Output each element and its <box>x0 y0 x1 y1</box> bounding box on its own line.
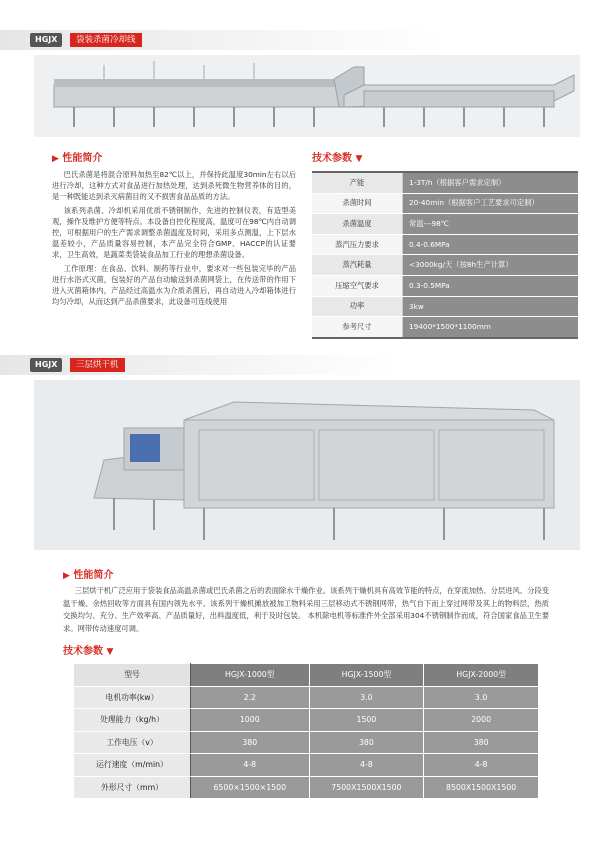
section2-header-bar <box>0 355 500 375</box>
section1-description <box>52 169 296 307</box>
spec-value: 0.4-0.6MPa <box>403 234 579 255</box>
table-row <box>312 317 578 338</box>
section1-header-bar <box>0 30 560 50</box>
header-cell: 型号 <box>74 664 191 687</box>
section2-features-heading <box>63 566 113 581</box>
section2-spec-table <box>73 663 539 799</box>
table-cell: 380 <box>191 731 310 754</box>
spec-value: 3kw <box>403 296 579 317</box>
spec-key: 蒸汽耗量 <box>312 255 403 276</box>
table-row <box>312 234 578 255</box>
table-row <box>312 275 578 296</box>
spec-value: 19400*1500*1100mm <box>403 317 579 338</box>
table-header-row <box>74 664 539 687</box>
table-cell: 2.2 <box>191 686 310 709</box>
section2-tag: HGJX <box>30 358 62 372</box>
section1-spec-heading <box>312 149 362 164</box>
row-label: 运行速度（m/min） <box>74 754 191 777</box>
table-cell: 7500X1500X1500 <box>309 776 424 799</box>
table-cell: 2000 <box>424 709 539 732</box>
triangle-down-icon: ▼ <box>106 647 114 657</box>
row-label: 处理能力（kg/h） <box>74 709 191 732</box>
table-cell: 380 <box>424 731 539 754</box>
section2-spec-title: 技术参数 <box>63 646 103 657</box>
section2-title: 三层烘干机 <box>70 358 125 372</box>
table-cell: 4-8 <box>424 754 539 777</box>
spec-value: <3000kg/天（按8h生产计算） <box>403 255 579 276</box>
spec-key: 产能 <box>312 172 403 193</box>
spec-key: 杀菌温度 <box>312 214 403 235</box>
triangle-down-icon: ▼ <box>355 154 363 164</box>
table-row <box>74 776 539 799</box>
table-cell: 4-8 <box>191 754 310 777</box>
section2-spec-heading-visible <box>63 642 113 657</box>
header-cell: HGJX-2000型 <box>424 664 539 687</box>
row-label: 工作电压（v） <box>74 731 191 754</box>
spec-key: 参考尺寸 <box>312 317 403 338</box>
header-cell: HGJX-1000型 <box>191 664 310 687</box>
table-cell: 1500 <box>309 709 424 732</box>
table-row <box>312 296 578 317</box>
section2-features-title: 性能简介 <box>73 570 114 581</box>
table-cell: 4-8 <box>309 754 424 777</box>
cooling-line-illustration <box>34 55 580 137</box>
table-cell: 3.0 <box>424 686 539 709</box>
spec-key: 杀菌时间 <box>312 193 403 214</box>
table-cell: 3.0 <box>309 686 424 709</box>
section2-description <box>63 585 549 635</box>
table-cell: 8500X1500X1500 <box>424 776 539 799</box>
row-label: 电机功率(kw） <box>74 686 191 709</box>
triangle-right-icon: ▶ <box>63 571 70 581</box>
section2-paragraph: 三层烘干机广泛应用于袋装食品高温杀菌或巴氏杀菌之后的表面除水干燥作业。该系列干燥机具有高效节能的特点，在穿流加热、分层进风、分段变温干燥、余热回收等方面具有国内领先水平。该系列干燥机摊放被加工物料采用三层移动式不锈钢网带，热气自下而上穿过网带及其上的物料层，热质交换均匀、充分、生产效率高、产品质量好，出料温度低，利于及时包装。 本机除电机等标准件外全部采用304不锈钢制作而成，符合国家食品卫生要求。网带传动速度可调。 <box>63 586 549 633</box>
section1-tag: HGJX <box>30 33 62 47</box>
table-row <box>74 754 539 777</box>
spec-value: 常温---98℃ <box>403 214 579 235</box>
section1-features-title: 性能简介 <box>62 153 103 164</box>
spec-value: 0.3-0.5MPa <box>403 275 579 296</box>
table-row <box>312 193 578 214</box>
section1-features-heading <box>52 149 102 164</box>
section2-machine-photo <box>34 380 580 550</box>
table-cell: 380 <box>309 731 424 754</box>
table-row <box>312 214 578 235</box>
header-cell: HGJX-1500型 <box>309 664 424 687</box>
spec-key: 功率 <box>312 296 403 317</box>
section1-spec-title: 技术参数 <box>312 153 352 164</box>
section1-title: 袋装杀菌冷却线 <box>70 33 142 47</box>
section1-machine-photo <box>34 55 580 137</box>
spec-value: 1-3T/h（根据客户需求定制） <box>403 172 579 193</box>
row-label: 外形尺寸（mm） <box>74 776 191 799</box>
table-row <box>74 709 539 732</box>
table-row <box>74 731 539 754</box>
spec-value: 20-40min（根据客户工艺要求可定制） <box>403 193 579 214</box>
spec-key: 压缩空气要求 <box>312 275 403 296</box>
spec-key: 蒸汽压力要求 <box>312 234 403 255</box>
triangle-right-icon: ▶ <box>52 154 59 164</box>
table-row <box>312 172 578 193</box>
dryer-illustration <box>34 380 580 550</box>
table-cell: 6500×1500×1500 <box>191 776 310 799</box>
section1-paragraph-1: 巴氏杀菌是将混合原料加热至82℃以上，并保持此温度30min左右以后进行冷却，这种方式对食品进行加热处理，达到杀死微生物营养体的目的，是一种既能达到杀灭病菌目的又不损害食品品质的方法。 <box>52 170 296 202</box>
table-row <box>312 255 578 276</box>
section1-paragraph-3: 工作原理：在食品、饮料、制药等行业中，要求对一些包装完毕的产品进行水浴式灭菌，包装好的产品自动输送到杀菌网袋上，在传送带的作用下进入灭菌箱体内，产品经过高温水为介质杀菌后，再自动进入冷却箱体进行均匀冷却，从而达到产品杀菌要求，此设备可连线使用 <box>52 263 296 307</box>
table-cell: 1000 <box>191 709 310 732</box>
section1-spec-table <box>312 171 578 339</box>
section1-paragraph-2: 该系列杀菌、冷却机采用优质不锈钢制作，先进的控制仪表，有造型美观，操作及维护方便等特点。本设备自控化程度高，温度可在98℃内自动调控，可根据用户的生产需求调整杀菌温度及时间，采用多点测温，上下层水温差较小，产品质量容易控制，本产品完全符合GMP、HACCP的认证要求，卫生高效，是蔬菜类袋装食品加工行业的理想杀菌设备。 <box>52 205 296 260</box>
table-row <box>74 686 539 709</box>
